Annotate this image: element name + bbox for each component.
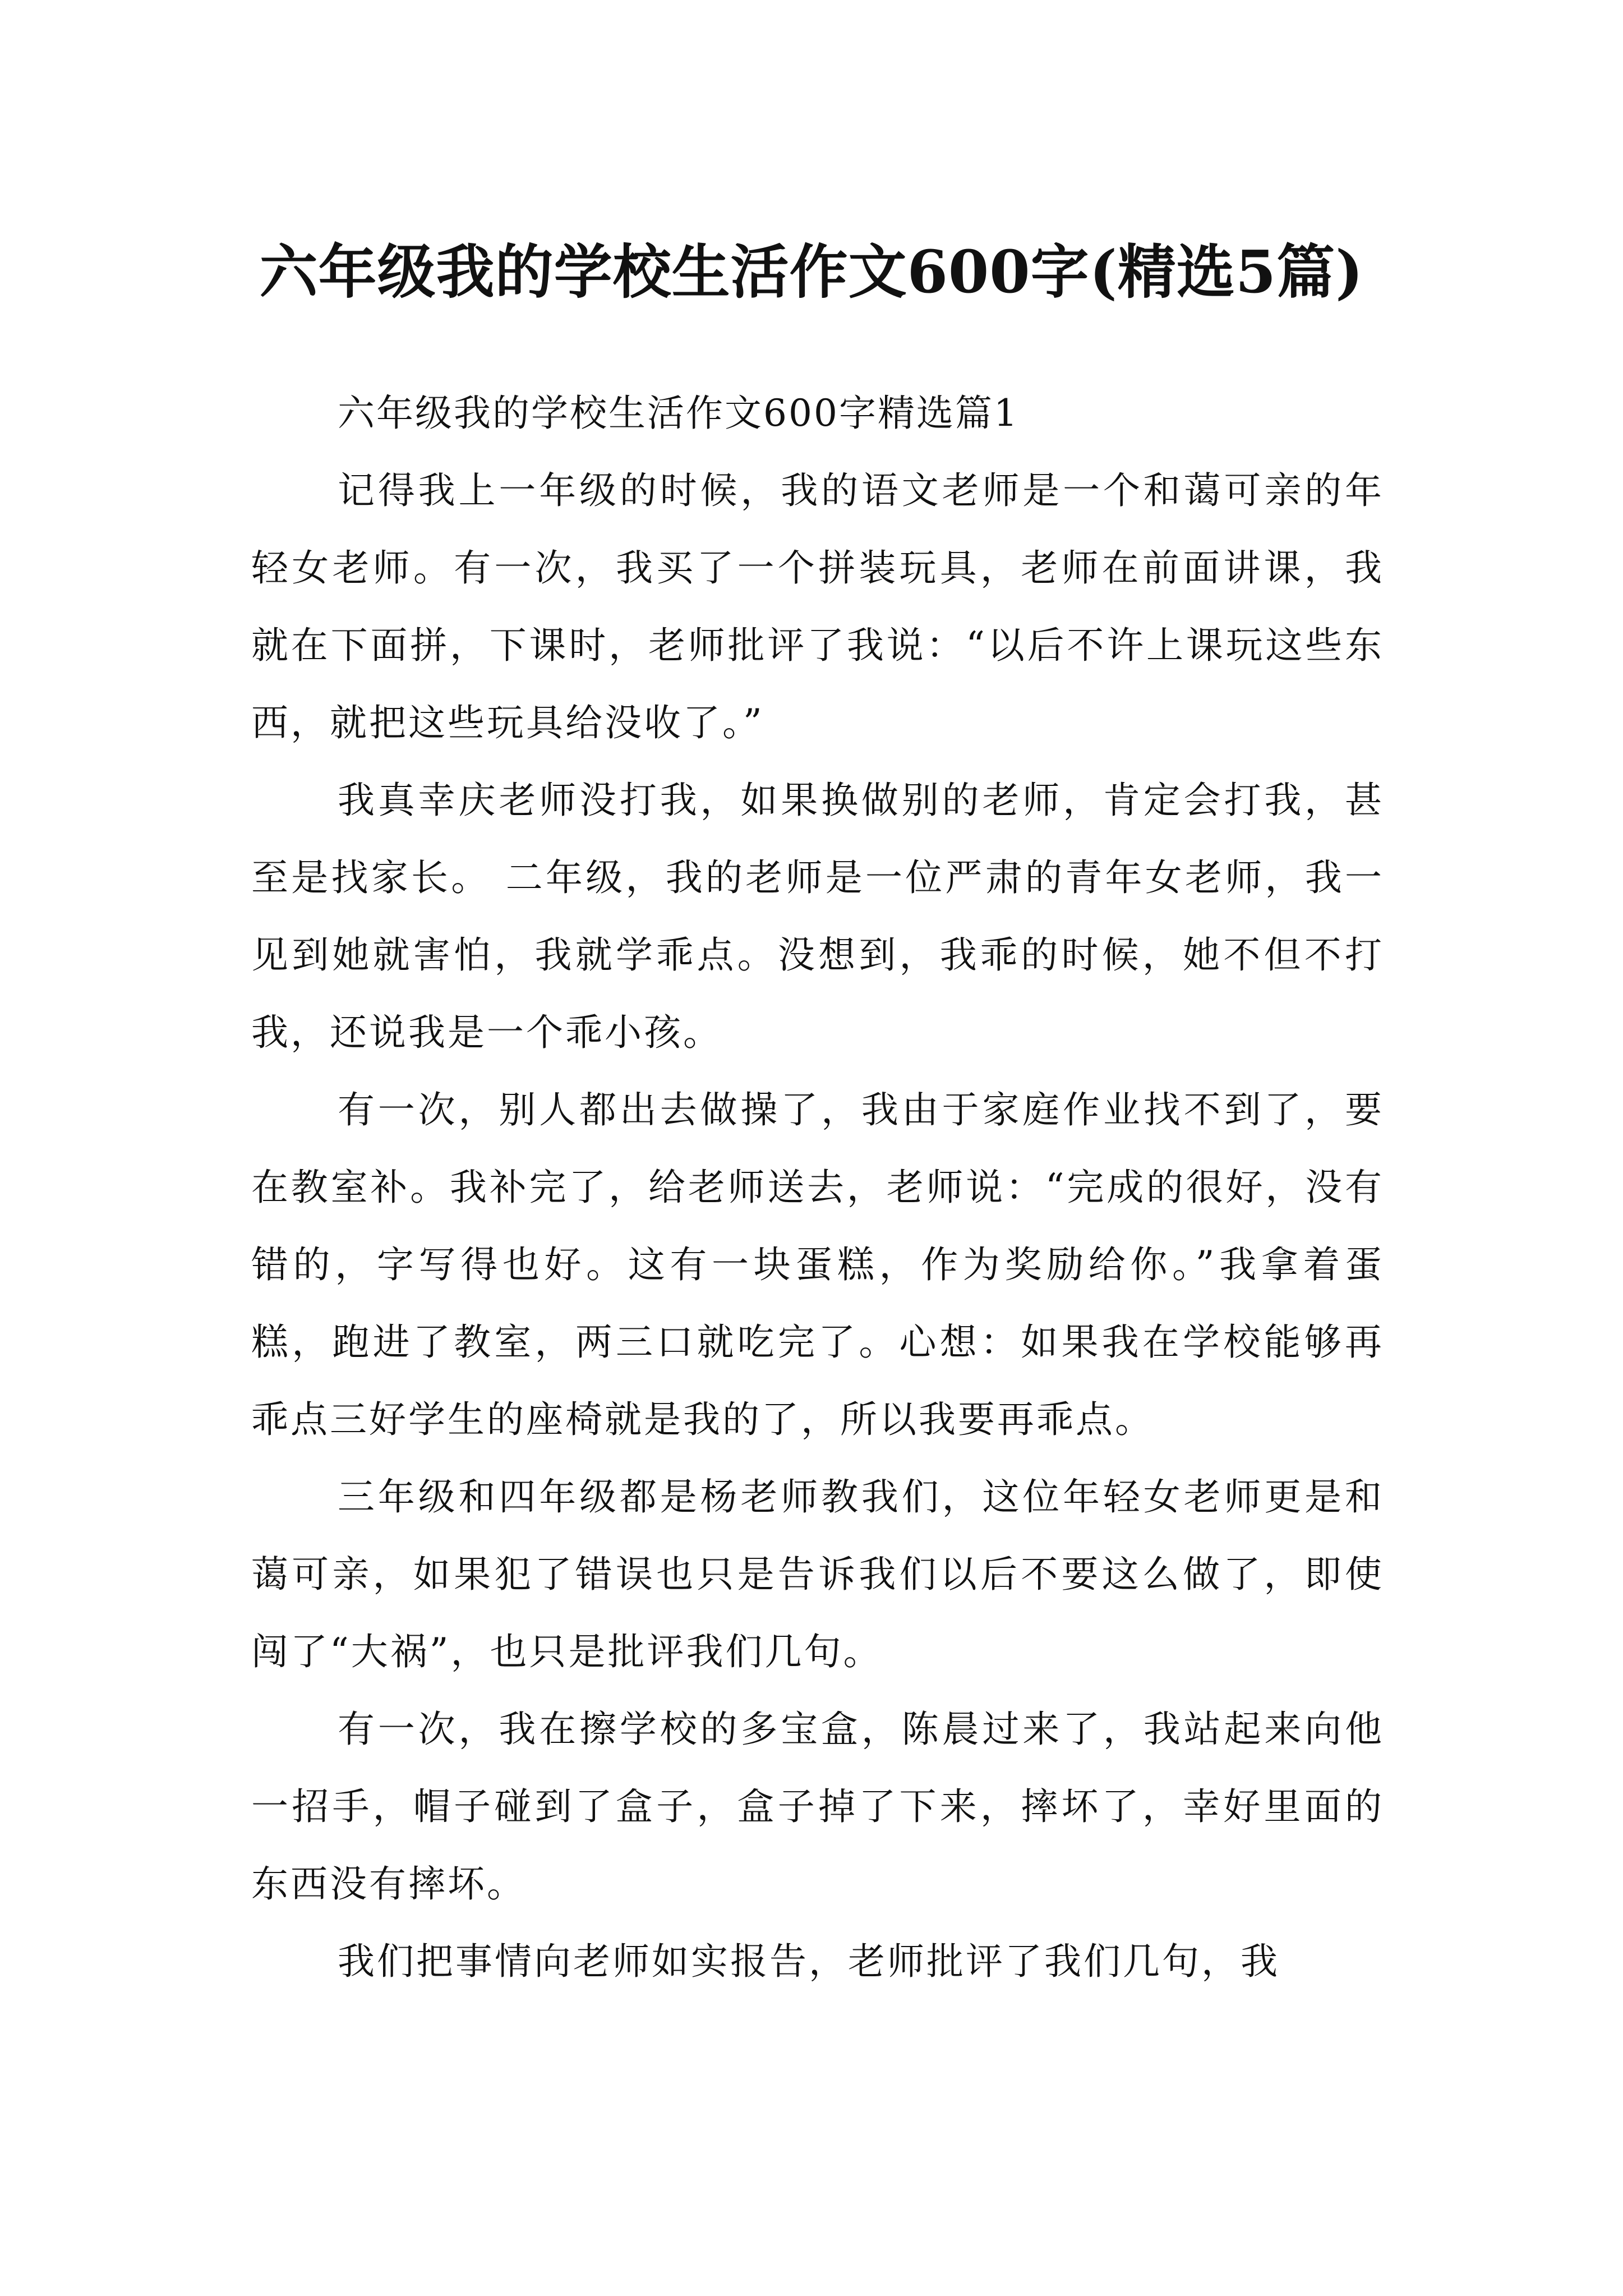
- paragraph: 我们把事情向老师如实报告，老师批评了我们几句，我: [338, 1940, 1280, 1983]
- paragraph: 记得我上一年级的时候，我的语文老师是一个和蔼可亲的年轻女老师。有一次，我买了一个拼装玩具，老师在前面讲课，我就在下面拼，下课时，老师批评了我说：“以后不许上课玩这些东西，就把这些玩具给没收了。”: [251, 469, 1384, 744]
- paragraph: 我真幸庆老师没打我，如果换做别的老师，肯定会打我，甚至是找家长。 二年级，我的老师是一位严肃的青年女老师，我一见到她就害怕，我就学乖点。没想到，我乖的时候，她不但不打我，还说我是一个乖小孩。: [251, 779, 1384, 1054]
- document-body: [251, 375, 1384, 2000]
- paragraph: 有一次，别人都出去做操了，我由于家庭作业找不到了，要在教室补。我补完了，给老师送去，老师说：“完成的很好，没有错的，字写得也好。这有一块蛋糕，作为奖励给你。”我拿着蛋糕，跑进了教室，两三口就吃完了。心想：如果我在学校能够再乖点三好学生的座椅就是我的了，所以我要再乖点。: [251, 1088, 1384, 1441]
- document-title: 六年级我的学校生活作文600字(精选5篇): [259, 237, 1364, 306]
- paragraph: 三年级和四年级都是杨老师教我们，这位年轻女老师更是和蔼可亲，如果犯了错误也只是告诉我们以后不要这么做了，即使闯了“大祸”，也只是批评我们几句。: [251, 1475, 1384, 1673]
- section-heading: 六年级我的学校生活作文600字精选篇1: [338, 392, 1019, 435]
- paragraph: 有一次，我在擦学校的多宝盒，陈晨过来了，我站起来向他一招手，帽子碰到了盒子，盒子掉了下来，摔坏了，幸好里面的东西没有摔坏。: [251, 1708, 1384, 1906]
